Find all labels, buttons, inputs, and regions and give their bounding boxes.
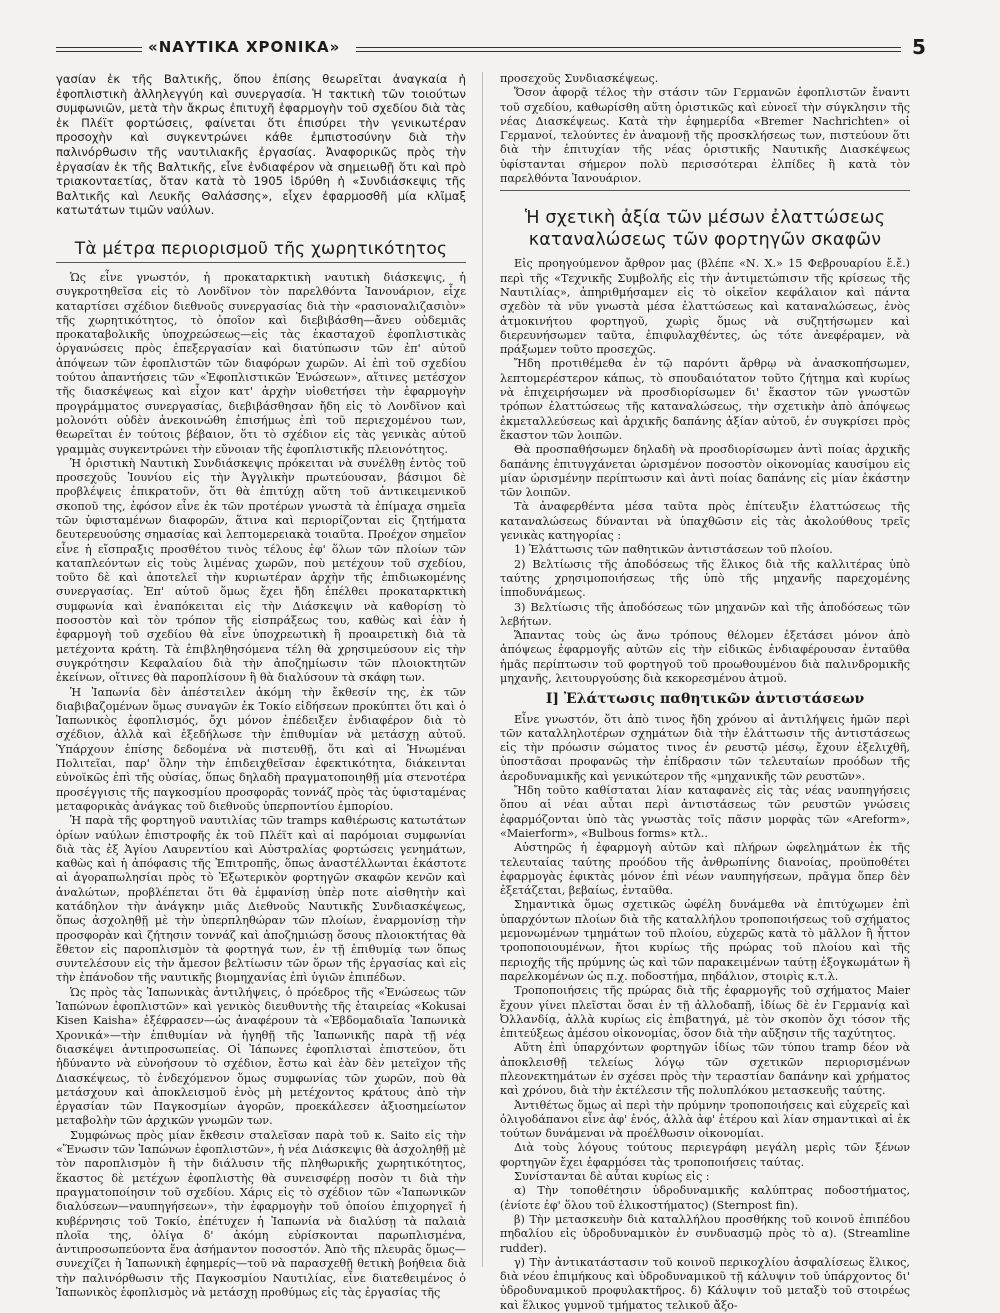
list-item: 2) Βελτίωσις τῆς ἀποδόσεως τῆς ἕλικος διὰ τῆς καλλιτέρας ὑπὸ ταύτης χρησιμοποιήσεως τῆς ὑπὸ τῆς μηχανῆς παρεχομένης ἱπποδυνάμεως. (500, 557, 910, 600)
article-paragraph: Σημαντικὰ ὅμως σχετικῶς ὠφέλη δυνάμεθα νὰ ἐπιτύχωμεν ἐπὶ ὑπαρχόντων πλοίων διὰ τῆς καταλλήλου τροποποιήσεως τοῦ σχήματος μεμονωμένων τμημάτων τοῦ πλοίου, εὐχερῶς κατὰ τὸ μᾶλλον ἢ ἧττον τροποποιουμένων, ἤτοι κυρίως τῆς πρώρας τοῦ πλοίου καὶ τῆς περιοχῆς τῆς πρύμνης ὡς καὶ τῶν παρακειμένων ταύτῃ ἐξογκωμάτων ἢ παρελκομένων ὡς π.χ. ποδοστήμα, πηδάλιον, στοιρὶς κ.τ.λ. (500, 898, 910, 983)
article-separator (500, 190, 910, 191)
list-item: β) Τὴν μετασκευὴν διὰ καταλλήλου προσθήκης τοῦ κοινοῦ ἐπιπέδου πηδαλίου εἰς ὑδροδυναμικὸν ἐν συνδυασμῷ πρὸς τὸ α). (Streamline rudder). (500, 1212, 910, 1255)
list-item: 3) Βελτίωσις τῆς ἀποδόσεως τῶν μηχανῶν καὶ τῆς ἀποδόσεως τῶν λεβήτων. (500, 600, 910, 628)
article-paragraph: Διὰ τοὺς λόγους τούτους περιεγράφη μεγάλη μερὶς τῶν ξένων φορτηγῶν ἔχει ἐφαρμόσει τὰς τροποποιήσεις ταύτας. (500, 1141, 910, 1169)
article-paragraph: Αὕτη ἐπὶ ὑπαρχόντων φορτηγῶν ἰδίως τῶν τύπου tramp δέον νὰ ἀποκλεισθῇ τελείως λόγῳ τῶν σχετικῶν περιορισμένων πλεονεκτημάτων ἐν σχέσει πρὸς τὴν τεραστίαν δαπάνην καὶ χρήματος καὶ χρόνου, διὰ τὴν ἐκτέλεσιν τῆς πολυπλόκου μετασκευῆς ταύτης. (500, 1041, 910, 1098)
subsection-heading: Ι] Ἐλάττωσις παθητικῶν ἀντιστάσεων (545, 691, 865, 708)
header-rule-right (356, 47, 901, 52)
article-heading-fuel-economy: Ἡ σχετικὴ ἀξία τῶν μέσων ἐλαττώσεως καταναλώσεως τῶν φορτηγῶν σκαφῶν (524, 208, 886, 251)
article-paragraph: Ἡ Ἰαπωνία δὲν ἀπέστειλεν ἀκόμη τὴν ἔκθεσίν της, ἐκ τῶν διαβιβαζομένων ὅμως συναγῶν ἐκ Τοκίο εἰδήσεων προκύπτει ὅτι καὶ ὁ Ἰαπωνικὸς ἐφοπλισμός, ὄχι μόνον ἐπέδειξεν ἐνδιαφέρον διὰ τὸ σχέδιον, ἀλλὰ καὶ ἐξεδήλωσε τὴν ἐπιθυμίαν νὰ μετάσχῃ αὐτοῦ. Ὑπάρχουν ἐπίσης δεδομένα νὰ πιστευθῇ, ὅτι καὶ αἱ Ἡνωμέναι Πολιτεῖαι, παρ' ὅλην τὴν ἐπιδειχθεῖσαν ἐφεκτικότητα, διάκεινται εὐνοϊκῶς ἐπὶ τῆς οὐσίας, ὅπως δηλαδὴ πραγματοποιηθῇ μία στενοτέρα προσέγγισις τῆς παγκοσμίου προσφορᾶς τοννάζ πρὸς τὰς ὑφισταμένας μεταφορικὰς ἀνάγκας τοῦ διεθνοῦς ὑπερποντίου ἐμπορίου. (56, 685, 466, 813)
left-column (56, 72, 466, 1300)
article-paragraph: Ὅσον ἀφορᾷ τέλος τὴν στάσιν τῶν Γερμανῶν ἐφοπλιστῶν ἔναντι τοῦ σχεδίου, καθωρίσθη αὕτη ὁριστικῶς καὶ εὐνοεῖ τὴν σύγκλησιν τῆς νέας Διασκέψεως. Κατὰ τὴν ἐφημερίδα «Bremer Nachrichten» οἱ Γερμανοί, τελούντες ἐν ἀναμονῇ τῆς προσκλήσεως των, πιστεύουν ὅτι διὰ τὴν ἐπιτυχίαν τῆς νέας ὁριστικῆς Ναυτικῆς Διασκέψεως ὑφίστανται σήμερον πολὺ περισσότεραι ἐλπίδες ἢ κατὰ τὸν παρελθόντα Ἰανουάριον. (500, 86, 910, 186)
article-paragraph: Ὡς πρὸς τὰς Ἰαπωνικὰς ἀντιλήψεις, ὁ πρόεδρος τῆς «Ἑνώσεως τῶν Ἰαπώνων ἐφοπλιστῶν» καὶ γενικὸς διευθυντὴς τῆς ἑταιρείας «Kokusai Kisen Kaisha» ἐξέφρασεν—ὡς ἀναφέρουν τὰ «Ἑβδομαδιαῖα Ἰαπωνικὰ Χρονικά»—τὴν ἐπιθυμίαν νὰ ἡγηθῇ τῆς Ἰαπωνικῆς παρὰ τῇ νέᾳ διασκέψει ἀντιπροσωπείας. Οἱ Ἰάπωνες ἐφοπλισταὶ ἐπιστεύον, ὅτι ἠδύναντο νὰ εὐνοήσουν τὸ σχέδιον, ἔστω καὶ ἐὰν δὲν μετεῖχον τῆς Διασκέψεως, τὸ ἐνδεχόμενον ὅμως συμφωνίας τῶν χωρῶν, ποὺ θὰ μετάσχουν καὶ ἀποκλεισμοῦ ἑνὸς μὴ μετέχοντος κράτους ἀπὸ τὴν ἐργασίαν τῶν Παγκοσμίων ἀγορῶν, προεκάλεσεν ἀξιοσημείωτον μεταβολὴν τῶν ἀρχικῶν γνωμῶν των. (56, 985, 466, 1128)
article-paragraph: Εἰς προηγούμενον ἄρθρον μας (βλέπε «Ν. Χ.» 15 Φεβρουαρίου ἔ.ἔ.) περὶ τῆς «Τεχνικῆς Συμβολῆς εἰς τὴν ἀντιμετώπισιν τῆς κρίσεως τῆς Ναυτιλίας», ἀπηριθμήσαμεν εἰς τὸ οἰκεῖον κεφάλαιον καὶ πάντα σχεδὸν τὰ νῦν γνωστὰ μέσα ἐλαττώσεως καὶ καταναλώσεως, ἑνὸς ἀτμοκινήτου φορτηγοῦ, χωρὶς ὅμως νὰ συζητήσωμεν καὶ διερευνήσωμεν ταῦτα, ἐπιφυλαχθέντες, ὡς τότε ἀνεφέραμεν, νὰ πράξωμεν τοῦτο προσεχῶς. (500, 257, 910, 357)
article-paragraph: Ἡ ὁριστικὴ Ναυτικὴ Συνδιάσκεψις πρόκειται νὰ συνέλθῃ ἐντὸς τοῦ προσεχοῦς Ἰουνίου εἰς τὴν Ἀγγλικὴν πρωτεύουσαν, βάσιμοι δὲ προβλέψεις ἐπικρατοῦν, ὅτι θὰ ἐπιτύχῃ αὕτη τοῦ ἀντικειμενικοῦ σκοποῦ της, ἐφόσον εἶνε ἐκ τῶν προτέρων γνωστὰ τὰ ἐπίμαχα σημεῖα τῶν ὑφισταμένων διαφορῶν, ἅτινα καὶ περιορίζονται εἰς ζητήματα δευτερευούσης σημασίας καὶ λεπτομερειακὰ τοιαῦτα. Προέχον σημεῖον εἶνε ἡ εἴσπραξις προσθέτου τινὸς τέλους ἐφ' ὅλων τῶν πλοίων τῶν καταπλεόντων εἰς τοὺς λιμένας χωρῶν, ποὺ μετέχουν τοῦ σχεδίου, τοῦτο δὲ καὶ ἀποτελεῖ τὴν κυριωτέραν ἀρχὴν τῆς ἐπιδιωκομένης συνεργασίας. Ἐπ' αὐτοῦ ὅμως ἔχει ἤδη ἐπέλθει προκαταρκτικὴ συμφωνία καὶ ἐναπόκειται εἰς τὴν Διάσκεψιν νὰ καθορίσῃ τὸ ποσοστὸν καὶ τὸν τρόπον τῆς εἰσπράξεως του, καθὼς καὶ ἐὰν ἡ ἐφαρμογὴ τοῦ σχεδίου θὰ εἶνε ὑποχρεωτικὴ ἢ προαιρετικὴ διὰ τὰ μετέχοντα κράτη. Τὰ ἐπιβληθησόμενα τέλη θὰ χρησιμεύσουν εἰς τὴν συγκρότησιν Κεφαλαίου διὰ τὴν ἀποζημίωσιν τῶν πλοιοκτητῶν ἐκείνων, οἵτινες θὰ παροπλίσουν ἢ θὰ διαλύσουν τὰ σκάφη των. (56, 456, 466, 685)
article-paragraph: Εἶνε γνωστόν, ὅτι ἀπὸ τινος ἤδη χρόνου αἱ ἀντιλήψεις ἡμῶν περὶ τῶν καταλληλοτέρων σχημάτων διὰ τὴν ἐλάττωσιν τῆς ἀντιστάσεως εἰς τὴν πρόωσιν σώματος τινος ἐν ρευστῷ μέσῳ, ἔχουν ἐξελιχθῆ, ὑποστᾶσαι προφανῶς τὴν ἐπίδρασιν τῶν τελευταίων προόδων τῆς ἀεροδυναμικῆς καὶ γενικώτερον τῆς «μηχανικῆς τῶν ρευστῶν». (500, 712, 910, 783)
article-heading-capacity: Τὰ μέτρα περιορισμοῦ τῆς χωρητικότητος (56, 238, 466, 263)
article-paragraph: Ἀντιθέτως ὅμως αἱ περὶ τὴν πρύμνην τροποποιήσεις καὶ εὐχερεῖς καὶ ὀλιγοδάπανοι εἶνε ἀφ' ἑνός, ἀλλὰ ἀφ' ἑτέρου καὶ λίαν σημαντικαὶ αἱ ἐκ τούτων δυνάμεναι νὰ προέλθωσιν οἰκονομίαι. (500, 1098, 910, 1141)
article-paragraph: Ἤδη προτιθέμεθα ἐν τῷ παρόντι ἄρθρῳ νὰ ἀνασκοπήσωμεν, λεπτομερέστερον κάπως, τὸ σπουδαιότατον τοῦτο ζήτημα καὶ κυρίως νὰ ἐπιχειρήσωμεν νὰ προσδιορίσωμεν δι' ἕκαστον τῶν γνωστῶν τρόπων ἐλαττώσεως τῆς καταναλώσεως, τὴν σχετικὴν ἀπὸ ἀπόψεως ἐκμεταλλεύσεως καὶ ἀρχικῆς δαπάνης ἀξίαν αὐτοῦ, ἐν συγκρίσει πρὸς ἕκαστον τῶν λοιπῶν. (500, 357, 910, 442)
article-paragraph: Ἡ παρὰ τῆς φορτηγοῦ ναυτιλίας τῶν tramps καθιέρωσις κατωτάτων ὁρίων ναύλων ἐπιστροφῆς ἐκ τοῦ Πλέϊτ καὶ αἱ παρόμοιαι συμφωνίαι διὰ τὰς ἐξ Ἁγίου Λαυρεντίου καὶ Αὐστραλίας φορτώσεις γενημάτων, καθὼς καὶ ἡ ἀπόφασις τῆς Ἐπιτροπῆς, ὅπως ἀναστέλλωνται ἑκάστοτε αἱ ἀγοραπωλησίαι πρὸς τὸ Ἐξωτερικὸν φορτηγῶν σκαφῶν κενῶν καὶ ἀναλώτων, προβλέπεται ὅτι θὰ ἐμφανίσῃ ὑπὲρ ποτε αἰσθητὴν καὶ κατάδηλον τὴν ἀνάγκην μιᾶς Διεθνοῦς Ναυτικῆς Συνδιασκέψεως, ὅπως ἀσχοληθῇ μὲ τὴν ὑπερπληθώραν τῶν πλοίων, ἐναρμονίσῃ τὴν προσφορὰν καὶ ζήτησιν τοννάζ καὶ ἀποζημιώσῃ ὅσους πλοιοκτήτας θὰ ἔθετον εἰς παροπλισμὸν τὰ φορτηγά των, ἐν τῇ ἐπιθυμίᾳ των ὅπως συντελέσουν εἰς τὴν ἄμεσον βελτίωσιν τῶν ὅρων τῆς ἐργασίας καὶ εἰς τὴν ἐπάνοδον τῆς ναυτικῆς βιομηχανίας ἐπὶ ὑγιῶν ἐπιπέδων. (56, 814, 466, 985)
left-lead-paragraph: γασίαν ἐκ τῆς Βαλτικῆς, ὅπου ἐπίσης θεωρεῖται ἀναγκαία ἡ ἐφοπλιστικὴ ἀλληλεγγύη καὶ συνεργασία. Ἡ τακτικὴ τῶν τοιούτων συμφωνιῶν, μετὰ τὴν ἄκρως ἐπιτυχῆ ἐφαρμογὴν τοῦ σχεδίου διὰ τὰς ἐκ Πλέϊτ φορτώσεις, φαίνεται ὅτι ἐπισύρει τὴν γενικωτέραν προσοχὴν καὶ συγκεντρώνει κάθε ἐμπιστοσύνην διὰ τὴν παλινόρθωσιν τῆς ναυτιλιακῆς ἐργασίας. Ἀναφορικῶς πρὸς τὴν ἐργασίαν ἐκ τῆς Βαλτικῆς, εἶνε ἐνδιαφέρον νὰ σημειωθῇ ὅτι καὶ πρὸ τριακονταετίας, ὅταν κατὰ τὸ 1905 ἱδρύθη ἡ «Συνδιάσκεψις τῆς Βαλτικῆς καὶ Λευκῆς Θαλάσσης», εἶχεν ἐφαρμοσθῆ μία κλῖμαξ κατωτάτων τιμῶν ναύλων. (56, 72, 466, 218)
header-rule-left (56, 47, 142, 52)
article-paragraph: Τροποποιήσεις τῆς πρώρας διὰ τῆς ἐφαρμογῆς τοῦ σχήματος Maier ἔχουν γίνει πλεῖσται ὅσαι ἐν τῇ ἀλλοδαπῇ, ἰδίως δὲ ἐν Γερμανίᾳ καὶ Ὀλλανδίᾳ, ἀλλὰ κυρίως εἰς ἐπιβατηγά, μὲ τὸν σκοπὸν ὄχι τόσον τῆς ἐπιτεύξεως ἀμέσου οἰκονομίας, ὅσον διὰ τὴν αὔξησιν τῆς ταχύτητος. (500, 984, 910, 1041)
modification-list (500, 1184, 910, 1313)
article-paragraph: Αὐστηρῶς ἡ ἐφαρμογὴ αὐτῶν καὶ πλήρων ὠφελημάτων ἐκ τῆς τελευταίας ταύτης προόδου τῆς ἀνθρωπίνης διανοίας, προϋποθέτει ἐφαρμογὰς ἐφικτὰς μόνον ἐπὶ νέων ναυπηγήσεων, πρᾶγμα ὅπερ δὲν ἐξετάζεται, βεβαίως, ἐνταῦθα. (500, 841, 910, 898)
right-column (500, 72, 910, 1313)
page-number: 5 (912, 35, 926, 59)
article-paragraph: Συνίστανται δὲ αὗται κυρίως εἰς : (514, 1170, 710, 1184)
article-paragraph: Ὡς εἶνε γνωστόν, ἡ προκαταρκτικὴ ναυτικὴ διάσκεψις, ἡ συγκροτηθεῖσα εἰς τὸ Λονδῖνον τὸν παρελθόντα Ἰανουάριον, εἶχε καταρτίσει σχέδιον διεθνοῦς συνεργασίας διὰ τὴν «ρασιοναλιζασιὸν» τῆς χωρητικότητος, τὸ ὁποῖον καὶ διεβιβάσθη—ἄνευ οὐδεμιᾶς προκαταβολικῆς ὑποχρεώσεως—εἰς τὰς ἑκασταχοῦ ἐφοπλιστικὰς ὀργανώσεις πρὸς ἐπεξεργασίαν καὶ διατύπωσιν τῶν ἐπ' αὐτοῦ ἀπόψεων τῶν ἐφοπλιστῶν τῶν διαφόρων χωρῶν. Αἱ ἐπὶ τοῦ σχεδίου τούτου ἀπαντήσεις τῶν «Ἐφοπλιστικῶν Ἑνώσεων», αἵτινες μετέσχον τῆς διασκέψεως καὶ εἶχον κατ' ἀρχὴν υἱοθετήσει τὴν ἐφαρμογὴν προγράμματος συνεργασίας, διεβιβάσθησαν ἤδη εἰς τὸ Λονδῖνον καὶ μολονότι οὐδὲν ἀνεκοινώθη ἐπισήμως ἐπὶ τοῦ περιεχομένου των, θεωρεῖται ἐν τούτοις βέβαιον, ὅτι τὸ σχέδιον εἰς τὰς γενικὰς αὐτοῦ γραμμὰς συγκεντρώνει τὴν εὔνοιαν τῆς ἐφοπλιστικῆς πλειονότητος. (56, 270, 466, 456)
list-item: α) Τὴν τοποθέτησιν ὑδροδυναμικῆς καλύπτρας ποδοστήματος, (ἐνίοτε ἐφ' ὅλου τοῦ ἑλικοστήματος) (Sternpost fin). (500, 1184, 910, 1212)
article-paragraph: Συμφώνως πρὸς μίαν ἔκθεσιν σταλεῖσαν παρὰ τοῦ κ. Saito εἰς τὴν «Ἕνωσιν τῶν Ἰαπώνων ἐφοπλιστῶν», ἡ νέα Διάσκεψις θὰ ἀσχοληθῇ μὲ τὸν παροπλισμὸν ἢ τὴν διάλυσιν τῆς πληθωρικῆς χωρητικότητος, ἕκαστος δὲ μετέχων ἐφοπλιστὴς θὰ συνεισφέρῃ ποσὸν τι διὰ τὴν πραγματοποίησιν τοῦ σχεδίου. Χάρις εἰς τὸ σχέδιον τῶν «Ἰαπωνικῶν διαλύσεων—ναυπηγήσεων», τὴν ἐφαρμογὴν τοῦ ὁποίου ἐπιχορηγεῖ ἡ κυβέρνησις τοῦ Τοκίο, ἐπέτυχεν ἡ Ἰαπωνία νὰ διαλύσῃ τὰ παλαιὰ πλοῖα της, ὀλίγα δ' ἀκόμη εὑρίσκονται παρωπλισμένα, ἀντιπροσωπεύοντα ἕνα ἀσήμαντον ποσοστόν. Ἀπὸ τῆς πλευρᾶς ὅμως—συνεχίζει ἡ Ἰαπωνικὴ ἐφημερίς—τοῦ νὰ παρασχεθῇ θετικὴ βοήθεια διὰ τὴν παλινόρθωσιν τῆς Παγκοσμίου Ναυτιλίας, εἶνε διατεθειμένος ὁ Ἰαπωνικὸς ἐφοπλισμὸς νὰ μετάσχῃ προθύμως εἰς τὰς ἐργασίας τῆς (56, 1128, 466, 1300)
publication-title: «ΝΑΥΤΙΚΑ ΧΡΟΝΙΚΑ» (148, 38, 341, 56)
article-paragraph: Τὰ ἀναφερθέντα μέσα ταῦτα πρὸς ἐπίτευξιν ἐλαττώσεως τῆς καταναλώσεως δύνανται νὰ ὑπαχθῶσιν εἰς τὰς ἀκολούθους τρεῖς γενικὰς κατηγορίας : (500, 500, 910, 543)
article-paragraph: Ἅπαντας τοὺς ὡς ἄνω τρόπους θέλομεν ἐξετάσει μόνον ἀπὸ ἀπόψεως ἐφαρμογῆς αὐτῶν εἰς τὴν εἰδικῶς ἐνδιαφέρουσαν ἐνταῦθα ἡμᾶς περίπτωσιν τοῦ φορτηγοῦ τοῦ προωθουμένου διὰ παλινδρομικῆς μηχανῆς, λειτουργούσης διὰ κεκορεσμένου ἀτμοῦ. (500, 629, 910, 685)
article-paragraph: Θὰ προσπαθήσωμεν δηλαδὴ νὰ προσδιορίσωμεν ἀντὶ ποίας ἀρχικῆς δαπάνης ἐπιτυγχάνεται ὡρισμένον ποσοστὸν οἰκονομίας καυσίμου εἰς μίαν ὡρισμένην περίπτωσιν καὶ ἀντὶ ποίας δαπάνης εἰς μίαν ἑκάστην τῶν λοιπῶν. (500, 443, 910, 500)
masthead (56, 35, 936, 62)
list-item: 1) Ἐλάττωσις τῶν παθητικῶν ἀντιστάσεων τοῦ πλοίου. (514, 543, 833, 557)
category-list (500, 543, 910, 629)
article-paragraph: Ἤδη τοῦτο καθίσταται λίαν καταφανὲς εἰς τὰς νέας ναυπηγήσεις ὅπου αἱ νέαι αὗται περὶ ἀντιστάσεως τῶν ρευστῶν γνώσεις ἐφαρμόζονται ὑπὸ τὰς γνωστὰς τοῖς πᾶσιν μορφὰς τῶν «Areform», «Maierform», «Bulbous forms» κτλ.. (500, 784, 910, 840)
list-item: γ) Τὴν ἀντικατάστασιν τοῦ κοινοῦ περικοχλίου ἀσφαλίσεως ἕλικος, διὰ νέου ἐπιμήκους καὶ ὑδροδυναμικοῦ τῇ κάλυψιν τοῦ ὑπάρχοντος δι' ὑδροδυναμικοῦ προφυλακτῆρος. δ) Κάλυψιν τοῦ μεταξὺ τοῦ στοιρέως καὶ ἕλικος γυμνοῦ τμήματος τελικοῦ ἄξο- (500, 1255, 910, 1312)
article-paragraph: προσεχοῦς Συνδιασκέψεως. (500, 72, 659, 85)
column-divider (482, 72, 483, 1267)
